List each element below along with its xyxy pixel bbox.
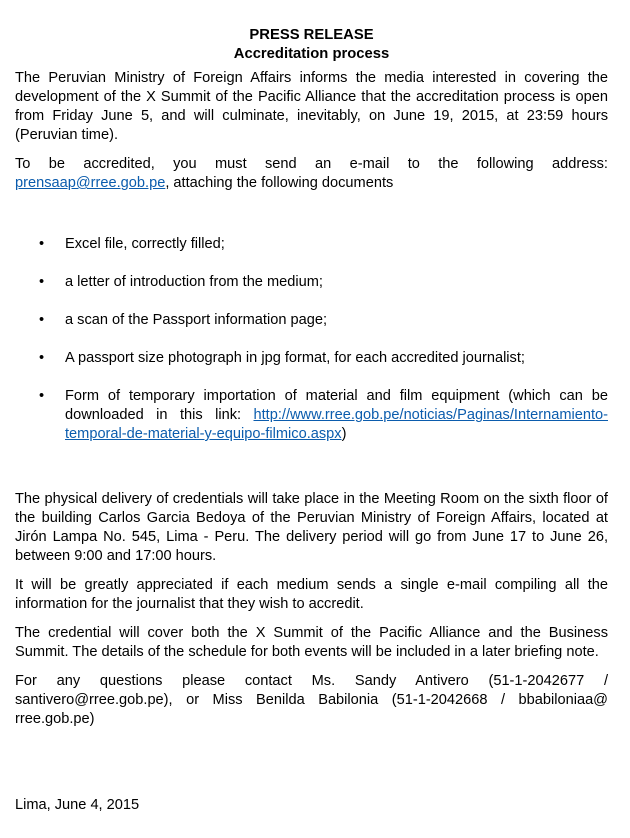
accreditation-paragraph [15, 155, 608, 193]
bullet-icon: • [39, 236, 45, 252]
document-introduction-letter: a letter of introduction from the medium; [65, 274, 323, 290]
import-form-download-link[interactable]: http://www.rree.gob.pe/noticias/Paginas/Internamiento-temporal-de-material-y-equipo-filmico.aspx [65, 407, 608, 442]
document-passport-scan: a scan of the Passport information page; [65, 312, 328, 328]
bullet-icon: • [39, 388, 45, 404]
document-date: Lima, June 4, 2015 [15, 797, 140, 813]
accreditation-text-before: To be accredited, you must send an e-mail to the following address: [15, 156, 608, 172]
list-item [15, 273, 608, 292]
bullet-icon: • [39, 274, 45, 290]
list-item [15, 349, 608, 368]
bullet-icon: • [39, 312, 45, 328]
document-excel-file: Excel file, correctly filled; [65, 236, 225, 252]
single-email-paragraph: It will be greatly appreciated if each medium sends a single e-mail compiling all the information for the journalist that they wish to accredit. [15, 577, 608, 612]
list-item [15, 235, 608, 254]
accreditation-text-after: , attaching the following documents [165, 175, 394, 191]
intro-paragraph: The Peruvian Ministry of Foreign Affairs informs the media interested in covering the development of the X Summit of the Pacific Alliance that the accreditation process is open from Friday June 5, and will culminate, inevitably, on June 19, 2015, at 23:59 hours (Peruvian time). [15, 70, 608, 143]
title-press-release: PRESS RELEASE [249, 27, 374, 43]
contact-paragraph: For any questions please contact Ms. Sandy Antivero (51-1-2042677 / santivero@rree.gob.pe), or Miss Benilda Babilonia (51-1-2042668 / bbabiloniaa@ rree.gob.pe) [15, 673, 608, 727]
list-item [15, 311, 608, 330]
required-documents-list [15, 235, 608, 444]
delivery-paragraph: The physical delivery of credentials will take place in the Meeting Room on the sixth floor of the building Carlos Garcia Bedoya of the Peruvian Ministry of Foreign Affairs, located at Jirón Lampa No. 545, Lima - Peru. The delivery period will go from June 17 to June 26, between 9:00 and 17:00 hours. [15, 491, 608, 564]
document-import-form: Form of temporary importation of material and film equipment (which can be downloaded in this link: [65, 388, 608, 423]
import-form-closing: ) [341, 426, 347, 442]
document-title [15, 26, 608, 64]
list-item [15, 387, 608, 444]
credential-paragraph: The credential will cover both the X Summit of the Pacific Alliance and the Business Summit. The details of the schedule for both events will be included in a later briefing note. [15, 625, 608, 660]
bullet-icon: • [39, 350, 45, 366]
title-accreditation-process: Accreditation process [233, 46, 390, 62]
document-passport-photo: A passport size photograph in jpg format, for each accredited journalist; [65, 350, 525, 366]
press-email-link[interactable]: prensaap@rree.gob.pe [15, 175, 166, 191]
